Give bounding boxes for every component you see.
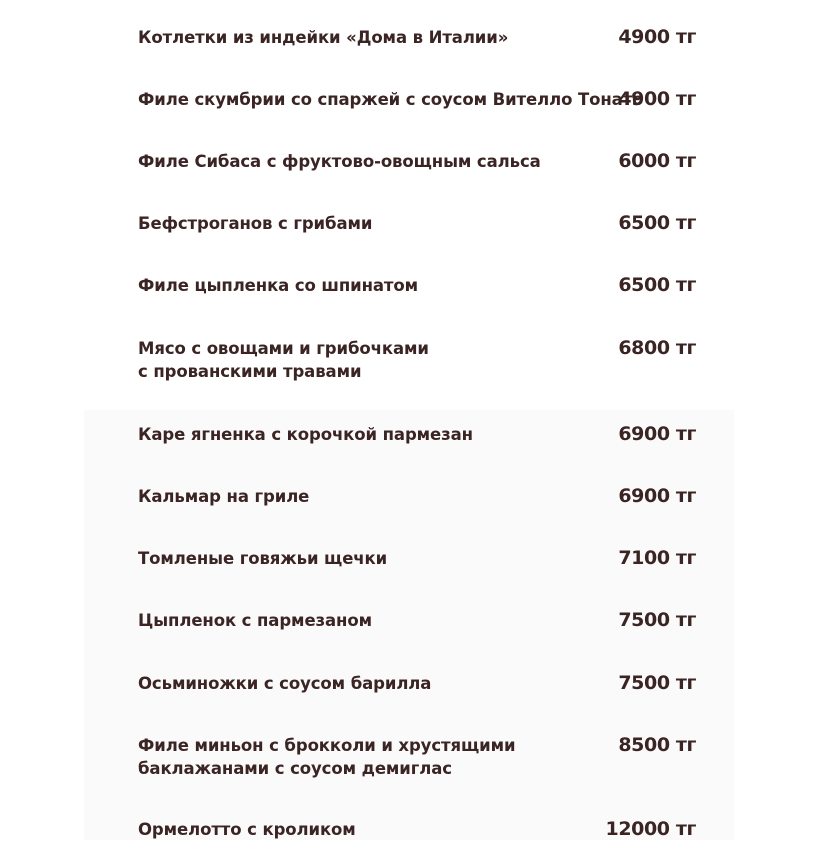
item-name <box>138 26 608 49</box>
item-price: 7500 тг <box>618 609 696 631</box>
item-name <box>138 734 608 780</box>
item-name-line: Бефстроганов с грибами <box>138 214 373 233</box>
item-price: 6900 тг <box>618 485 696 507</box>
item-name <box>138 423 608 446</box>
item-name <box>138 818 608 841</box>
item-name-line: Каре ягненка с корочкой пармезан <box>138 425 473 444</box>
item-name <box>138 672 608 695</box>
item-name-line: Филе миньон с брокколи и хрустящими <box>138 736 516 755</box>
item-name-line: баклажанами с соусом демиглас <box>138 759 452 778</box>
item-name-line: Цыпленок с пармезаном <box>138 611 372 630</box>
item-price: 12000 тг <box>605 818 696 840</box>
item-name-line: Мясо с овощами и грибочками <box>138 339 429 358</box>
item-price: 8500 тг <box>618 734 696 756</box>
item-price: 4900 тг <box>618 26 696 48</box>
item-name-line: Филе скумбрии со спаржей с соусом Вителло Тонато <box>138 90 644 109</box>
item-name <box>138 212 608 235</box>
item-price: 7500 тг <box>618 672 696 694</box>
item-price: 6500 тг <box>618 274 696 296</box>
item-name-line: Котлетки из индейки «Дома в Италии» <box>138 28 509 47</box>
item-name-line: Осьминожки с соусом барилла <box>138 674 432 693</box>
item-name <box>138 88 644 111</box>
item-price: 7100 тг <box>618 547 696 569</box>
item-price: 6500 тг <box>618 212 696 234</box>
item-name <box>138 609 608 632</box>
item-name <box>138 150 608 173</box>
item-name-line: с прованскими травами <box>138 362 362 381</box>
item-name-line: Томленые говяжьи щечки <box>138 549 388 568</box>
item-name <box>138 485 608 508</box>
item-name <box>138 547 608 570</box>
item-price: 6900 тг <box>618 423 696 445</box>
item-name-line: Филе цыпленка со шпинатом <box>138 276 419 295</box>
item-name-line: Ормелотто с кроликом <box>138 820 356 839</box>
item-name-line: Филе Сибаса с фруктово-овощным сальса <box>138 152 541 171</box>
item-name <box>138 274 608 297</box>
item-name <box>138 337 608 383</box>
item-price: 6000 тг <box>618 150 696 172</box>
item-price: 6800 тг <box>618 337 696 359</box>
item-price: 4900 тг <box>618 88 696 110</box>
item-name-line: Кальмар на гриле <box>138 487 310 506</box>
